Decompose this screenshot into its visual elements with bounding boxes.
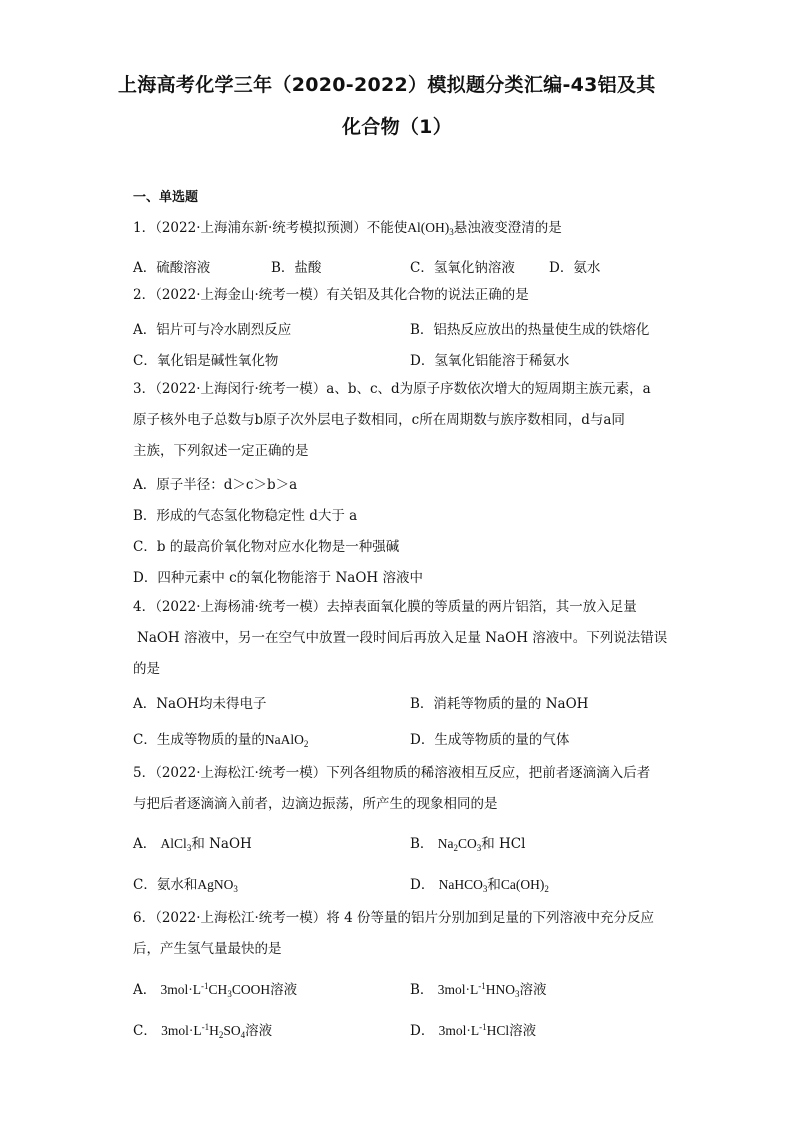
question-3-stem-line-1: 3．（2022·上海闵行·统考一模）a、b、c、d为原子序数依次增大的短周期主族元素，a: [133, 381, 651, 397]
question-3-stem-line-3: 主族，下列叙述一定正确的是: [133, 443, 309, 459]
question-6-stem-line-1: 6．（2022·上海松江·统考一模）将 4 份等量的铝片分别加到足量的下列溶液中充分反应: [133, 910, 654, 926]
question-4-option-a: A．NaOH均未得电子: [133, 696, 267, 712]
question-1-option-b: B．盐酸: [271, 260, 322, 276]
question-2-stem: 2．（2022·上海金山·统考一模）有关铝及其化合物的说法正确的是: [133, 287, 529, 303]
question-1-option-d: D．氨水: [549, 260, 601, 276]
question-4-option-b: B．消耗等物质的量的 NaOH: [410, 696, 589, 712]
question-5-stem-line-1: 5．（2022·上海松江·统考一模）下列各组物质的稀溶液相互反应，把前者逐滴滴入后者: [133, 765, 651, 781]
question-3-option-c: C．b 的最高价氧化物对应水化物是一种强碱: [133, 539, 400, 555]
question-2-option-d: D．氢氧化铝能溶于稀氨水: [410, 353, 570, 369]
section-heading: 一、单选题: [133, 190, 199, 205]
question-3-stem-line-2: 原子核外电子总数与b原子次外层电子数相同，c所在周期数与族序数相同，d与a同: [133, 412, 625, 428]
question-5-option-a: A． AlCl$_3$和 NaOH: [133, 836, 252, 853]
question-1-option-c: C．氢氧化钠溶液: [410, 260, 515, 276]
question-5-stem-line-2: 与把后者逐滴滴入前者，边滴边振荡，所产生的现象相同的是: [133, 796, 498, 812]
question-5-option-c: C．氨水和AgNO$_3$: [133, 877, 238, 894]
question-6-option-c: C． $3mol\cdot L^{-1}H_2SO_4$溶液: [133, 1022, 273, 1040]
question-1-option-a: A．硫酸溶液: [133, 260, 211, 276]
question-2-option-c: C．氧化铝是碱性氧化物: [133, 353, 279, 369]
question-3-option-d: D．四种元素中 c的氧化物能溶于 NaOH 溶液中: [133, 570, 423, 586]
question-2-option-b: B．铝热反应放出的热量使生成的铁熔化: [410, 322, 650, 338]
question-4-option-d: D．生成等物质的量的气体: [410, 732, 570, 748]
question-3-option-b: B．形成的气态氢化物稳定性 d大于 a: [133, 508, 358, 524]
question-6-option-d: D． $3mol\cdot L^{-1}HCl$溶液: [410, 1022, 537, 1039]
document-title-line-2: 化合物（1）: [341, 116, 453, 138]
question-5-option-d: D． NaHCO$_3$和$Ca(OH)_2$: [410, 877, 549, 894]
question-4-stem-line-1: 4．（2022·上海杨浦·统考一模）去掉表面氧化膜的等质量的两片铝箔，其一放入足量: [133, 599, 637, 615]
document-title-line-1: 上海高考化学三年（2020-2022）模拟题分类汇编-43铝及其: [118, 74, 656, 96]
question-4-stem-line-2: NaOH 溶液中，另一在空气中放置一段时间后再放入足量 NaOH 溶液中。下列说法错误: [137, 630, 668, 646]
question-3-option-a: A．原子半径：d＞c＞b＞a: [133, 477, 298, 493]
question-1-stem: 1．（2022·上海浦东新·统考模拟预测）不能使$Al(OH)_3$悬浊液变澄清的是: [133, 220, 562, 237]
question-4-option-c: C．生成等物质的量的NaAlO$_2$: [133, 732, 309, 749]
question-6-stem-line-2: 后，产生氢气量最快的是: [133, 941, 282, 957]
question-6-option-b: B． $3mol\cdot L^{-1}HNO_3$溶液: [410, 981, 547, 999]
question-6-option-a: A． $3mol\cdot L^{-1}CH_3COOH$溶液: [133, 981, 298, 999]
question-5-option-b: B． $Na_2CO_3$和 HCl: [410, 836, 526, 853]
question-4-stem-line-3: 的是: [133, 661, 160, 677]
question-2-option-a: A．铝片可与冷水剧烈反应: [133, 322, 292, 338]
